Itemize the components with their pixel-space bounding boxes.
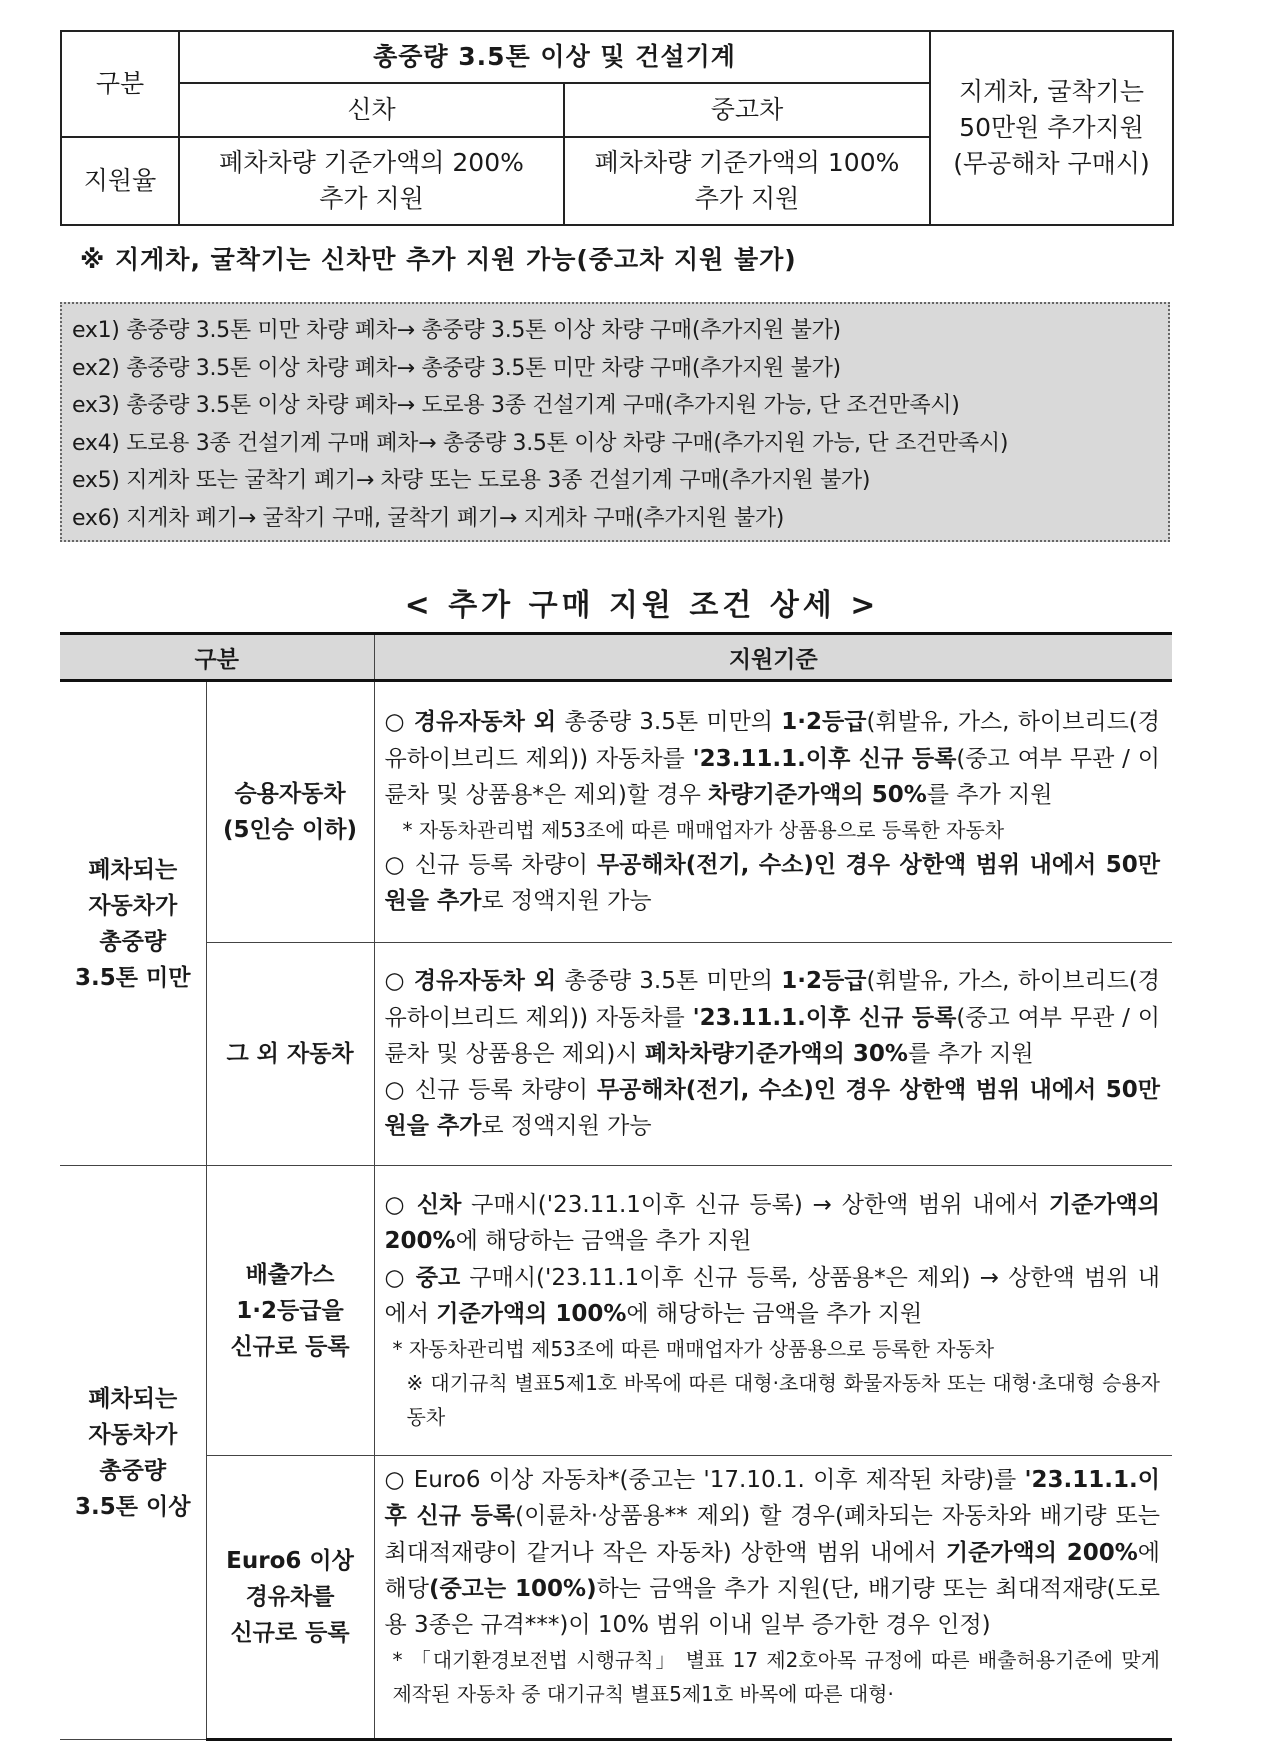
- row-label: 지원율: [61, 137, 179, 225]
- group-line: 총중량: [99, 1457, 167, 1484]
- group-line: 폐차되는: [88, 856, 178, 883]
- side-note-line: 50만원 추가지원: [959, 113, 1144, 142]
- group-over-3-5t: [60, 1166, 206, 1740]
- criteria-header-standard: 지원기준: [374, 634, 1172, 681]
- criteria-footnote: * 자동차관리법 제53조에 따른 매매업자가 상품용으로 등록한 자동차: [392, 1337, 995, 1362]
- side-note-line: (무공해차 구매시): [953, 149, 1150, 178]
- support-rate-table: [60, 30, 1174, 226]
- criteria-header-gubun: 구분: [60, 634, 374, 681]
- criteria-item: ○ 경유자동차 외 총중량 3.5톤 미만의 1·2등급(휘발유, 가스, 하이브리드(경유하이브리드 제외)) 자동차를 '23.11.1.이후 신규 등록(중고 여부 무관 / 이륜차 및 상품용은 제외)시 폐차차량기준가액의 30%를 추가 지원: [384, 968, 1161, 1067]
- category-line: 신규로 등록: [230, 1333, 350, 1360]
- used-rate: [564, 137, 930, 225]
- category-line: 신규로 등록: [230, 1620, 350, 1646]
- example-line: ex6) 지게차 폐기→ 굴착기 구매, 굴착기 폐기→ 지게차 구매(추가지원 불가): [72, 505, 785, 531]
- criteria-item: ○ Euro6 이상 자동차*(중고는 '17.10.1. 이후 제작된 차량)를 '23.11.1.이후 신규 등록(이륜차·상품용** 제외) 할 경우(폐차되는 자동차와 배기량 또는 최대적재량이 같거나 작은 자동차) 상한액 범위 내에서 기준가액의 200%에 해당(중고는 100%)하는 금액을 추가 지원(단, 배기량 또는 최대적재량(도로용 3종은 규격***)이 10% 범위 이내 일부 증가한 경우 인정): [384, 1467, 1161, 1639]
- group-line: 자동차가: [88, 1421, 178, 1448]
- criteria-item: ○ 신차 구매시('23.11.1이후 신규 등록) → 상한액 범위 내에서 기준가액의 200%에 해당하는 금액을 추가 지원: [384, 1191, 1160, 1255]
- new-rate: [179, 137, 564, 225]
- section-title: < 추가 구매 지원 조건 상세 >: [404, 588, 880, 623]
- group-line: 총중량: [99, 928, 167, 955]
- category-line: Euro6 이상: [226, 1548, 354, 1574]
- group-under-3-5t: [60, 681, 206, 1166]
- example-line: ex2) 총중량 3.5톤 이상 차량 폐차→ 총중량 3.5톤 미만 차량 구매(추가지원 불가): [72, 355, 841, 381]
- restriction-note: ※ 지게차, 굴착기는 신차만 추가 지원 가능(중고차 지원 불가): [80, 245, 797, 274]
- header-main: 총중량 3.5톤 이상 및 건설기계: [179, 31, 930, 83]
- category-line: 배출가스: [245, 1261, 335, 1288]
- category-emission-grade: [206, 1166, 374, 1456]
- category-line: 경유차를: [245, 1584, 335, 1610]
- example-line: ex3) 총중량 3.5톤 이상 차량 폐차→ 도로용 3종 건설기계 구매(추가지원 가능, 단 조건만족시): [72, 393, 960, 418]
- criteria-item: ○ 경유자동차 외 총중량 3.5톤 미만의 1·2등급(휘발유, 가스, 하이브리드(경유하이브리드 제외)) 자동차를 '23.11.1.이후 신규 등록(중고 여부 무관 / 이륜차 및 상품용*은 제외)할 경우 차량기준가액의 50%를 추가 지원: [384, 709, 1161, 808]
- criteria-cell: [374, 943, 1172, 1166]
- group-line: 3.5톤 미만: [75, 964, 191, 991]
- group-line: 3.5톤 이상: [75, 1493, 191, 1520]
- new-rate-line: 폐차차량 기준가액의 200%: [219, 148, 524, 177]
- category-other-car: 그 외 자동차: [206, 943, 374, 1166]
- new-rate-line: 추가 지원: [319, 184, 424, 213]
- category-passenger-car: [206, 681, 374, 943]
- header-gubun: 구분: [61, 31, 179, 137]
- criteria-cell: [374, 1456, 1172, 1740]
- examples-box: [60, 302, 1170, 542]
- criteria-cell: [374, 681, 1172, 943]
- used-rate-line: 추가 지원: [694, 184, 800, 213]
- used-rate-line: 폐차차량 기준가액의 100%: [594, 148, 900, 177]
- criteria-item: ○ 중고 구매시('23.11.1이후 신규 등록, 상품용*은 제외) → 상한액 범위 내에서 기준가액의 100%에 해당하는 금액을 추가 지원: [384, 1264, 1160, 1327]
- example-line: ex5) 지게차 또는 굴착기 폐기→ 차량 또는 도로용 3종 건설기계 구매(추가지원 불가): [72, 468, 871, 493]
- group-line: 자동차가: [88, 892, 178, 919]
- side-note: [930, 31, 1173, 225]
- side-note-line: 지게차, 굴착기는: [959, 77, 1144, 106]
- category-euro6: [206, 1456, 374, 1740]
- criteria-footnote: * 「대기환경보전법 시행규칙」 별표 17 제2호아목 규정에 따른 배출허용기준에 맞게 제작된 자동차 중 대기규칙 별표5제1호 바목에 따른 대형·: [392, 1648, 1160, 1707]
- criteria-table: [60, 632, 1172, 1741]
- criteria-cell: [374, 1166, 1172, 1456]
- category-line: 승용자동차: [234, 781, 346, 807]
- category-line: (5인승 이하): [223, 817, 357, 843]
- group-line: 폐차되는: [88, 1385, 178, 1412]
- criteria-footnote: ※ 대기규칙 별표5제1호 바목에 따른 대형·초대형 화물자동차 또는 대형·초대형 승용자동차: [406, 1371, 1160, 1430]
- criteria-item: ○ 신규 등록 차량이 무공해차(전기, 수소)인 경우 상한액 범위 내에서 50만원을 추가로 정액지원 가능: [384, 852, 1161, 915]
- header-used: 중고차: [564, 83, 930, 137]
- category-line: 1·2등급을: [236, 1297, 344, 1324]
- criteria-footnote: * 자동차관리법 제53조에 따른 매매업자가 상품용으로 등록한 자동차: [402, 818, 1005, 843]
- criteria-item: ○ 신규 등록 차량이 무공해차(전기, 수소)인 경우 상한액 범위 내에서 50만원을 추가로 정액지원 가능: [384, 1077, 1161, 1140]
- header-new: 신차: [179, 83, 564, 137]
- example-line: ex4) 도로용 3종 건설기계 구매 폐차→ 총중량 3.5톤 이상 차량 구매(추가지원 가능, 단 조건만족시): [72, 430, 1009, 456]
- example-line: ex1) 총중량 3.5톤 미만 차량 폐차→ 총중량 3.5톤 이상 차량 구매(추가지원 불가): [72, 318, 841, 343]
